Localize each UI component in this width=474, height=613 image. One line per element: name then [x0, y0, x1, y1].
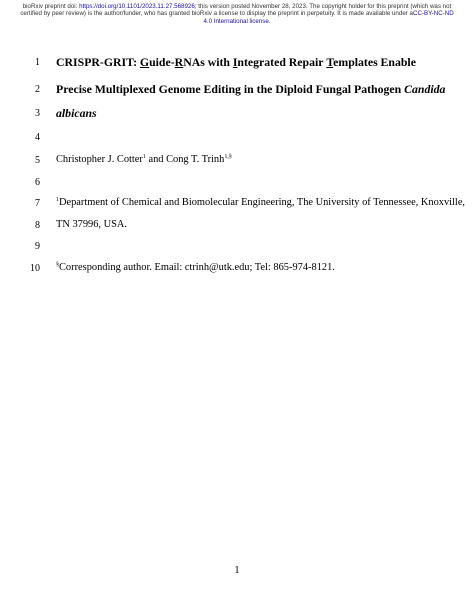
title-fragment: Precise Multiplexed Genome Editing in the Diploid Fungal Pathogen	[56, 82, 405, 96]
title-italic: Candida	[404, 82, 446, 96]
title-word	[233, 55, 286, 69]
author-name: Christopher J. Cotter	[56, 154, 143, 165]
doi-link[interactable]: https://doi.org/10.1101/2023.11.27.568926	[79, 3, 195, 10]
affiliation-text: TN 37996, USA.	[56, 219, 128, 230]
line-number: 9	[35, 241, 40, 252]
affiliation-marker: 1	[142, 154, 146, 160]
correspondence-line	[56, 261, 416, 274]
correspondence-text: Corresponding author. Email: ctrinh@utk.edu; Tel: 865-974-8121.	[59, 262, 335, 273]
license-link[interactable]: CC-BY-NC-ND 4.0 International license	[203, 10, 454, 25]
line-number: 6	[35, 177, 40, 188]
banner-text-1: bioRxiv preprint doi:	[22, 3, 80, 10]
line-number: 8	[35, 220, 40, 231]
line-number: 1	[35, 57, 40, 68]
banner-text-3: .	[268, 17, 271, 25]
title-letter-t: T	[326, 55, 334, 69]
author-separator: and	[145, 154, 167, 165]
paper-title-line-2	[56, 82, 446, 96]
title-word: Repair	[288, 55, 324, 69]
title-letter-i: I	[232, 55, 238, 69]
correspondence-marker: §	[56, 262, 59, 268]
line-number: 4	[35, 132, 40, 143]
title-fragment: ntegrated	[237, 55, 286, 69]
title-word: Enable	[380, 55, 416, 69]
title-letter-g: G	[139, 55, 150, 69]
affiliation-marker: 1	[56, 197, 59, 203]
line-number: 2	[35, 84, 40, 95]
title-fragment: NAs	[183, 55, 205, 69]
paper-title-line-3	[56, 106, 416, 120]
title-word: CRISPR-GRIT:	[56, 55, 138, 69]
preprint-banner	[20, 3, 454, 25]
affiliation-marker: 1,§	[224, 154, 232, 160]
title-word	[326, 55, 377, 69]
line-number: 3	[35, 108, 40, 119]
title-italic: albicans	[56, 106, 97, 120]
title-letter-r: R	[174, 55, 184, 69]
paper-title-line-1	[56, 55, 416, 69]
title-word	[140, 55, 205, 69]
line-number: 7	[35, 198, 40, 209]
affiliation-line-2	[56, 218, 416, 231]
author-line	[56, 153, 416, 166]
author-name: Cong T. Trinh	[166, 154, 225, 165]
banner-text-2: ; this version posted November 28, 2023. The copyright holder for this preprint (which was not certified by peer review) is the author/funder, who has granted bioRxiv a license to display the preprint in perpetuity. It is made available under a	[20, 3, 452, 18]
page-number: 1	[234, 565, 240, 576]
line-number: 10	[30, 263, 40, 274]
title-fragment: uide-	[149, 55, 175, 69]
title-word: with	[207, 55, 230, 69]
affiliation-text: Department of Chemical and Biomolecular Engineering, The University of Tennessee, Knoxville,	[59, 197, 466, 208]
affiliation-line-1	[56, 196, 466, 209]
title-fragment: emplates	[333, 55, 378, 69]
line-number: 5	[35, 155, 40, 166]
